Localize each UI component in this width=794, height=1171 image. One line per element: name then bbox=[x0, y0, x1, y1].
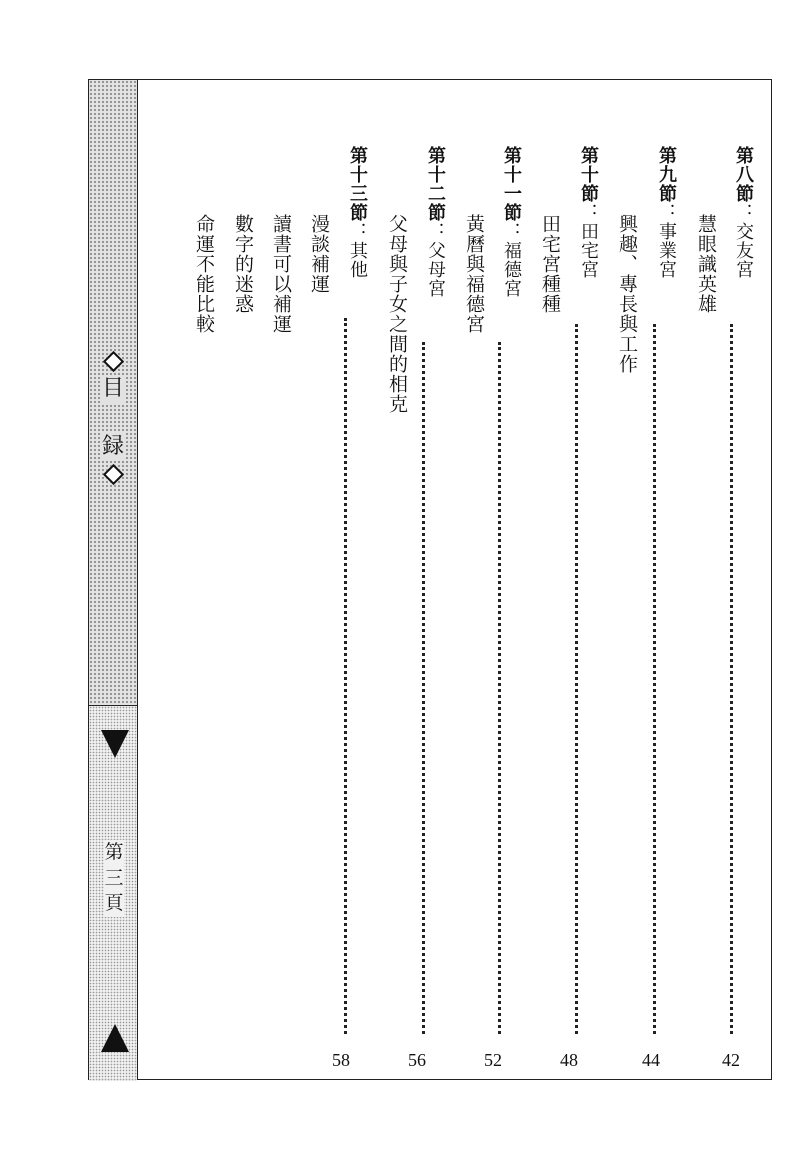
toc-entry-sub: 讀書可以補運 bbox=[270, 214, 292, 334]
chapter-title: 田宅宮 bbox=[578, 222, 599, 279]
page-label-char: 頁 bbox=[104, 891, 123, 917]
page-number: 44 bbox=[642, 1050, 660, 1070]
page-number: 42 bbox=[722, 1050, 740, 1070]
leader-dots bbox=[344, 318, 347, 1034]
diamond-ornament-icon bbox=[102, 351, 123, 372]
chapter-title: 事業宮 bbox=[656, 222, 677, 279]
toc-entry-chapter: 第十一節：福德宮 bbox=[501, 146, 522, 298]
chapter-title: 福德宮 bbox=[501, 241, 522, 298]
page-number: 56 bbox=[408, 1050, 426, 1070]
toc-entry-sub: 田宅宮種種 bbox=[539, 214, 561, 314]
leader-dots bbox=[498, 342, 501, 1034]
page-number: 52 bbox=[484, 1050, 502, 1070]
toc-entry-sub: 黃曆與福德宮 bbox=[463, 214, 485, 334]
toc-entry-sub: 父母與子女之間的相克 bbox=[386, 214, 408, 414]
sidebar-pattern-top bbox=[89, 80, 137, 706]
leader-dots bbox=[422, 342, 425, 1034]
toc-entry-chapter: 第八節：交友宮 bbox=[733, 146, 754, 279]
section-title-char: 目 bbox=[102, 375, 124, 403]
toc-entry-sub: 慧眼識英雄 bbox=[695, 214, 717, 314]
sidebar bbox=[89, 80, 138, 1079]
page-frame bbox=[88, 79, 772, 1080]
toc-entry-sub: 興趣、專長與工作 bbox=[616, 214, 638, 374]
triangle-up-icon bbox=[101, 1024, 129, 1052]
toc-entry-chapter: 第九節：事業宮 bbox=[656, 146, 677, 279]
chapter-title: 其他 bbox=[347, 241, 368, 279]
toc-entry-sub: 漫談補運 bbox=[308, 214, 330, 294]
triangle-down-icon bbox=[101, 730, 129, 758]
leader-dots bbox=[653, 324, 656, 1034]
page-number: 58 bbox=[332, 1050, 350, 1070]
page-label-char: 第 bbox=[104, 840, 123, 866]
table-of-contents bbox=[138, 80, 771, 1079]
section-title-char: 録 bbox=[102, 433, 124, 461]
page-label bbox=[98, 840, 130, 917]
toc-entry-chapter: 第十三節：其他 bbox=[347, 146, 368, 279]
chapter-title: 交友宮 bbox=[733, 222, 754, 279]
diamond-ornament-icon bbox=[102, 464, 123, 485]
toc-entry-chapter: 第十二節：父母宮 bbox=[425, 146, 446, 298]
leader-dots bbox=[575, 324, 578, 1034]
toc-entry-sub: 數字的迷惑 bbox=[232, 214, 254, 314]
toc-entry-sub: 命運不能比較 bbox=[193, 214, 215, 334]
leader-dots bbox=[730, 324, 733, 1034]
toc-entry-chapter: 第十節：田宅宮 bbox=[578, 146, 599, 279]
section-title bbox=[93, 348, 133, 488]
chapter-title: 父母宮 bbox=[425, 241, 446, 298]
page-number: 48 bbox=[560, 1050, 578, 1070]
page-label-char: 三 bbox=[104, 866, 123, 892]
